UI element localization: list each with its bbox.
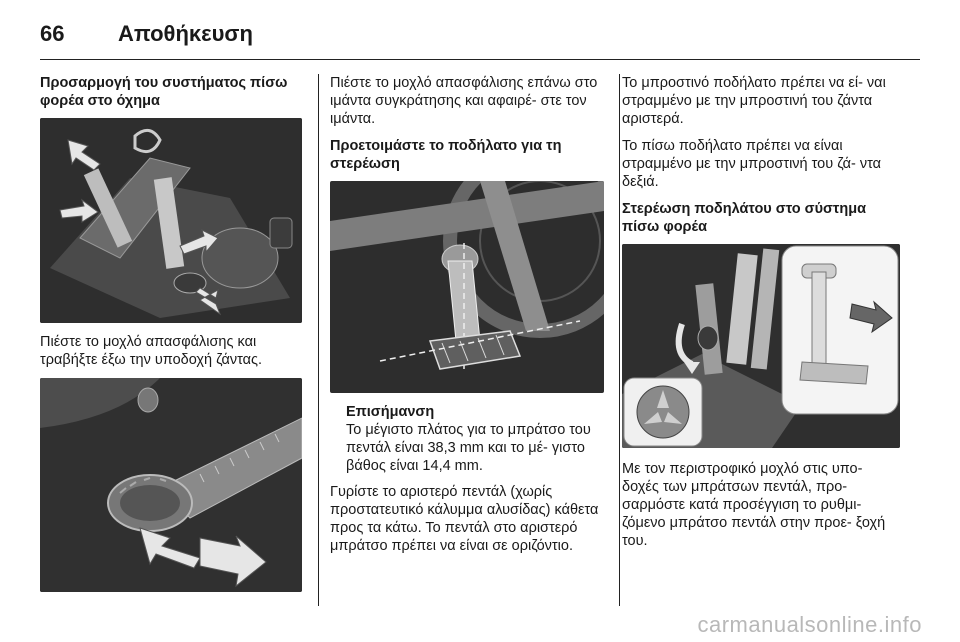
section-heading-prepare-bike: Προετοιμάστε το ποδήλατο για τη στερέωση	[330, 138, 562, 172]
column-3	[622, 74, 900, 559]
paragraph-adjust-arm: Με τον περιστροφικό μοχλό στις υπο- δοχές των μπράτσων πεντάλ, προ- σαρμόστε κατά προσέγγιση το ρυθμι- ζόμενο μπράτσο πεντάλ στην προε- ξοχή του.	[622, 461, 886, 549]
page-title: Αποθήκευση	[118, 21, 253, 46]
column-divider-2	[619, 74, 620, 606]
paragraph-turn-pedal: Γυρίστε το αριστερό πεντάλ (χωρίς προστατευτικό κάλυμμα αλυσίδας) κάθετα προς τα κάτω. Το πεντάλ στο αριστερό μπράτσο πρέπει να είναι σε οριζόντιο.	[330, 484, 599, 554]
figure-wheel-holder	[40, 378, 302, 592]
page-number: 66	[40, 21, 65, 46]
column-divider-1	[318, 74, 319, 606]
figure-pedal-crank	[330, 181, 604, 393]
section-heading-fasten-bike: Στερέωση ποδηλάτου στο σύστημα πίσω φορέα	[622, 201, 867, 235]
note-text: Το μέγιστο πλάτος για το μπράτσο του πεντάλ είναι 38,3 mm και το μέ- γιστο βάθος είναι 14,4 mm.	[346, 422, 591, 474]
figure-rotary-lever	[622, 244, 900, 448]
paragraph-strap-release: Πιέστε το μοχλό απασφάλισης επάνω στο ιμάντα συγκράτησης και αφαιρέ- στε τον ιμάντα.	[330, 75, 598, 127]
paragraph-rear-bike: Το πίσω ποδήλατο πρέπει να είναι στραμμένο με την μπροστινή του ζά- ντα δεξιά.	[622, 138, 882, 190]
note-title: Επισήμανση	[346, 404, 435, 420]
header-divider	[40, 59, 920, 60]
paragraph-release-lever: Πιέστε το μοχλό απασφάλισης και τραβήξτε έξω την υποδοχή ζάντας.	[40, 334, 263, 368]
column-1	[40, 74, 302, 592]
section-heading-mounting: Προσαρμογή του συστήματος πίσω φορέα στο όχημα	[40, 75, 288, 109]
column-2	[330, 74, 604, 564]
note-box	[330, 403, 604, 475]
figure-carrier-mounting	[40, 118, 302, 323]
watermark: carmanualsonline.info	[697, 612, 922, 637]
page-header	[40, 14, 253, 54]
paragraph-front-bike: Το μπροστινό ποδήλατο πρέπει να εί- ναι στραμμένο με την μπροστινή του ζάντα αριστερά.	[622, 75, 886, 127]
